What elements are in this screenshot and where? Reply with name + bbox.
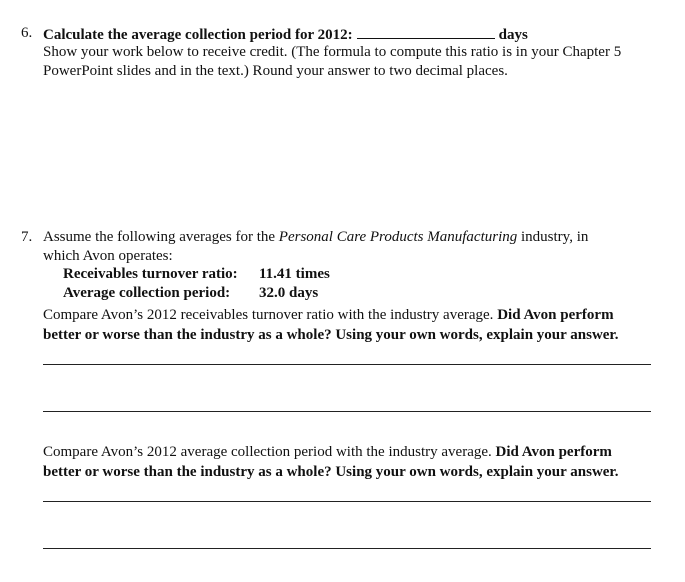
part-a-bold: Did Avon perform — [497, 307, 614, 323]
answer-line-b1[interactable] — [43, 501, 651, 502]
answer-line-a2[interactable] — [43, 411, 651, 412]
answer-line-a1[interactable] — [43, 364, 651, 365]
part-a-line-1 — [43, 306, 614, 325]
receivables-turnover-label: Receivables turnover ratio: — [63, 266, 238, 282]
question-6-instructions-line-2: PowerPoint slides and in the text.) Round your answer to two decimal places. — [43, 63, 508, 79]
question-7-intro-start: Assume the following averages for the — [43, 229, 279, 245]
question-7-intro-line-2: which Avon operates: — [43, 248, 173, 264]
question-6-heading — [43, 24, 528, 45]
answer-line-b2[interactable] — [43, 548, 651, 549]
question-7-intro — [43, 228, 588, 247]
industry-name: Personal Care Products Manufacturing — [278, 229, 518, 245]
answer-blank[interactable] — [357, 24, 495, 39]
question-6-number: 6. — [21, 25, 33, 41]
average-collection-value: 32.0 days — [259, 285, 319, 301]
part-b-bold: Did Avon perform — [495, 444, 612, 460]
average-collection-label: Average collection period: — [63, 285, 231, 301]
question-6-instructions-line-1: Show your work below to receive credit. (The formula to compute this ratio is in your Chapter 5 — [43, 44, 622, 60]
receivables-turnover-value: 11.41 times — [259, 266, 330, 282]
part-b-line-2: better or worse than the industry as a whole? Using your own words, explain your answer. — [43, 464, 619, 480]
question-7-intro-end: industry, in — [517, 229, 589, 245]
part-a-line-2: better or worse than the industry as a whole? Using your own words, explain your answer. — [43, 327, 619, 343]
part-a-text: Compare Avon’s 2012 receivables turnover ratio with the industry average. — [43, 307, 498, 323]
question-7-number: 7. — [21, 229, 33, 245]
question-6-prompt: Calculate the average collection period for 2012: — [43, 27, 353, 43]
question-6-unit: days — [498, 27, 528, 43]
part-b-text: Compare Avon’s 2012 average collection period with the industry average. — [43, 444, 496, 460]
part-b-line-1 — [43, 443, 612, 462]
